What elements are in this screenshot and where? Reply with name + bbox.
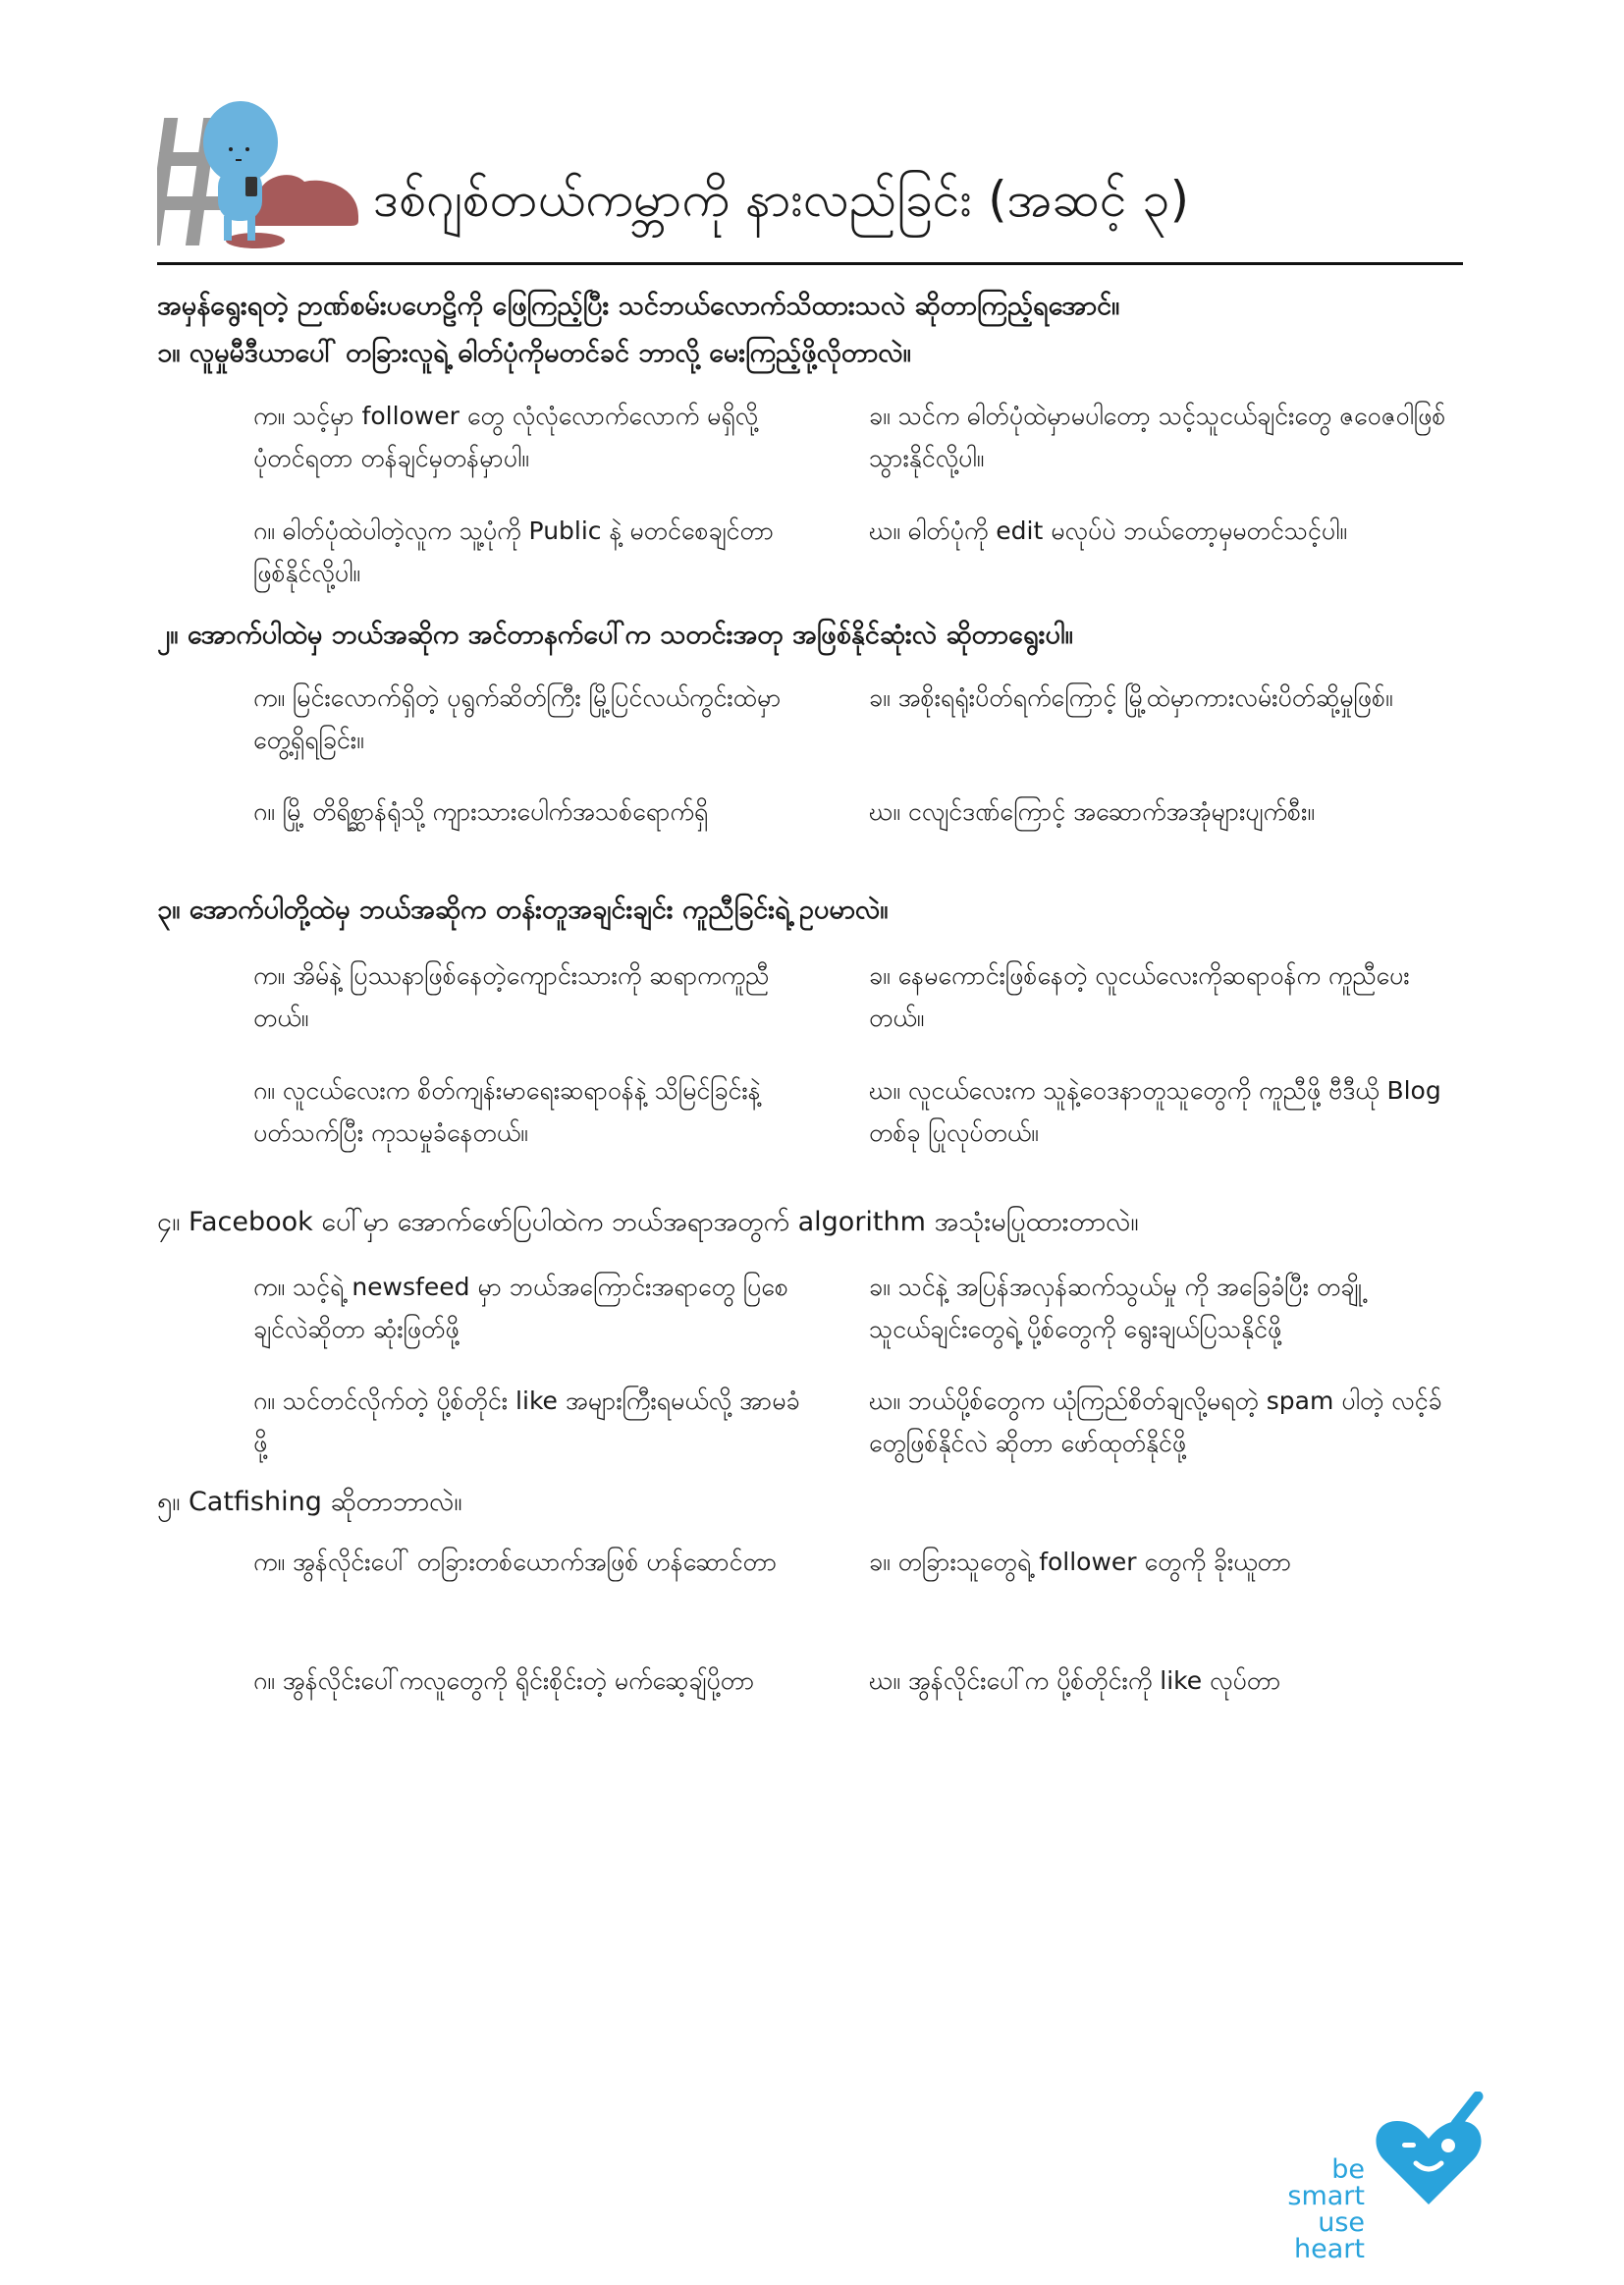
q3-option-a[interactable]: က။ အိမ်နဲ့ ပြဿနာဖြစ်နေတဲ့ကျောင်းသားကို ဆရာကကူညီတယ်။ — [253, 961, 770, 1032]
winking-heart-icon — [1370, 2092, 1488, 2214]
q2-option-a[interactable]: က။ မြင်းလောက်ရှိတဲ့ ပုရွက်ဆိတ်ကြီး မြို့ပြင်လယ်ကွင်းထဲမှာ တွေ့ရှိရခြင်း။ — [253, 683, 782, 754]
header-illustration — [157, 98, 368, 255]
logo-text — [1247, 2156, 1365, 2262]
q5-option-c[interactable]: ဂ။ အွန်လိုင်းပေါ်ကလူတွေကို ရိုင်းစိုင်းတဲ့ မက်ဆေ့ချ်ပို့တာ — [253, 1666, 755, 1695]
q1-option-b[interactable]: ခ။ သင်က ဓါတ်ပုံထဲမှာမပါတော့ သင့်သူငယ်ချင်းတွေ ဇဝေဇဝါဖြစ်သွားနိုင်လို့ပါ။ — [869, 402, 1446, 472]
q1-option-a[interactable]: က။ သင့်မှာ follower တွေ လုံလုံလောက်လောက် မရှိလို့ ပုံတင်ရတာ တန်ချင်မှတန်မှာပါ။ — [253, 402, 759, 472]
q3-option-c[interactable]: ဂ။ လူငယ်လေးက စိတ်ကျန်းမာရေးဆရာဝန်နဲ့ သိမြင်ခြင်းနဲ့ပတ်သက်ပြီး ကုသမှုခံနေတယ်။ — [253, 1076, 761, 1147]
hashtag-character-icon — [157, 98, 368, 255]
q3-option-b[interactable]: ခ။ နေမကောင်းဖြစ်နေတဲ့ လူငယ်လေးကိုဆရာဝန်က ကူညီပေးတယ်။ — [869, 961, 1410, 1032]
q5-option-b[interactable]: ခ။ တခြားသူတွေရဲ့ follower တွေကို ခိုးယူတာ — [869, 1548, 1292, 1576]
page-title: ဒစ်ဂျစ်တယ်ကမ္ဘာကို နားလည်ခြင်း (အဆင့် ၃) — [373, 171, 1190, 228]
question-2: ၂။ အောက်ပါထဲမှ ဘယ်အဆိုက အင်တာနက်ပေါ်က သတင်းအတု အဖြစ်နိုင်ဆုံးလဲ ဆိုတာရွေးပါ။ — [157, 620, 1073, 650]
question-3: ၃။ အောက်ပါတို့ထဲမှ ဘယ်အဆိုက တန်းတူအချင်းချင်း ကူညီခြင်းရဲ့ ဥပမာလဲ။ — [157, 895, 889, 925]
q4-option-b[interactable]: ခ။ သင်နဲ့ အပြန်အလှန်ဆက်သွယ်မှု ကို အခြေခံပြီး တချို့သူငယ်ချင်းတွေရဲ့ ပို့စ်တွေကို ရွေးချယ်ပြသနိုင်ဖို့ — [869, 1273, 1362, 1343]
q2-option-d[interactable]: ဃ။ ငလျင်ဒဏ်ကြောင့် အဆောက်အအုံများပျက်စီး။ — [869, 797, 1315, 826]
logo-heart — [1370, 2092, 1488, 2214]
logo-line-1: be smart — [1287, 2154, 1365, 2211]
question-4: ၄။ Facebook ပေါ်မှာ အောက်ဖော်ပြပါထဲက ဘယ်အရာအတွက် algorithm အသုံးမပြုထားတာလဲ။ — [157, 1207, 1139, 1237]
logo-line-2: use heart — [1294, 2207, 1365, 2264]
q4-option-d[interactable]: ဃ။ ဘယ်ပို့စ်တွေက ယုံကြည်စိတ်ချလို့မရတဲ့ spam ပါတဲ့ လင့်ခ်တွေဖြစ်နိုင်လဲ ဆိုတာ ဖော်ထုတ်နိုင်ဖို့ — [869, 1387, 1442, 1457]
question-5: ၅။ Catfishing ဆိုတာဘာလဲ။ — [157, 1487, 462, 1517]
q1-option-c[interactable]: ဂ။ ဓါတ်ပုံထဲပါတဲ့လူက သူ့ပုံကို Public နဲ့ မတင်စေချင်တာဖြစ်နိုင်လို့ပါ။ — [253, 517, 775, 587]
q1-option-d[interactable]: ဃ။ ဓါတ်ပုံကို edit မလုပ်ပဲ ဘယ်တော့မှမတင်သင့်ပါ။ — [869, 517, 1347, 545]
q4-option-c[interactable]: ဂ။ သင်တင်လိုက်တဲ့ ပို့စ်တိုင်း like အများကြီးရမယ်လို့ အာမခံဖို့ — [253, 1387, 800, 1457]
quiz-intro: အမှန်ရွေးရတဲ့ ဉာဏ်စမ်းပဟေဠိကို ဖြေကြည့်ပြီး သင်ဘယ်လောက်သိထားသလဲ ဆိုတာကြည့်ရအောင်။ — [157, 291, 1120, 321]
title-divider — [157, 262, 1463, 265]
q2-option-b[interactable]: ခ။ အစိုးရရုံးပိတ်ရက်ကြောင့် မြို့ထဲမှာကားလမ်းပိတ်ဆို့မှုဖြစ်။ — [869, 683, 1393, 712]
q2-option-c[interactable]: ဂ။ မြို့ တိရိစ္ဆာန်ရုံသို့ ကျားသားပေါက်အသစ်ရောက်ရှိ — [253, 797, 709, 826]
q5-option-d[interactable]: ဃ။ အွန်လိုင်းပေါ်က ပို့စ်တိုင်းကို like လုပ်တာ — [869, 1666, 1281, 1695]
question-1: ၁။ လူမှုမီဒီယာပေါ် တခြားလူရဲ့ ဓါတ်ပုံကိုမတင်ခင် ဘာလို့ မေးကြည့်ဖို့လိုတာလဲ။ — [157, 338, 911, 368]
q3-option-d[interactable]: ဃ။ လူငယ်လေးက သူနဲ့ဝေဒနာတူသူတွေကို ကူညီဖို့ ဗီဒီယို Blog တစ်ခု ပြုလုပ်တယ်။ — [869, 1076, 1441, 1147]
q4-option-a[interactable]: က။ သင့်ရဲ့ newsfeed မှာ ဘယ်အကြောင်းအရာတွေ ပြစေချင်လဲဆိုတာ ဆုံးဖြတ်ဖို့ — [253, 1273, 788, 1343]
q5-option-a[interactable]: က။ အွန်လိုင်းပေါ် တခြားတစ်ယောက်အဖြစ် ဟန်ဆောင်တာ — [253, 1548, 778, 1576]
